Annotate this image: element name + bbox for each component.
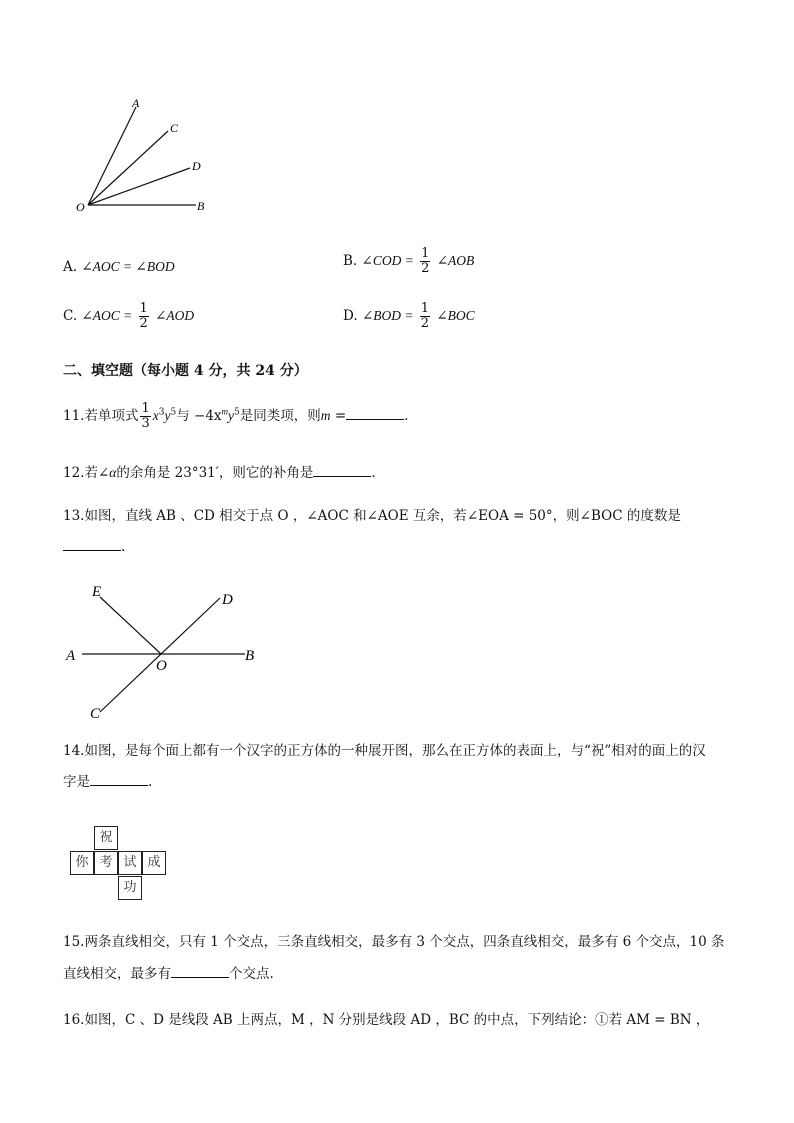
option-a[interactable] — [63, 258, 175, 276]
option-b[interactable] — [343, 247, 474, 276]
option-d-label: D. — [343, 308, 358, 324]
label-o: O — [76, 200, 85, 214]
label-o2: O — [156, 658, 167, 674]
answer-blank-14[interactable] — [90, 773, 148, 786]
question-13-line2: . — [63, 538, 125, 556]
option-a-label: A. — [63, 259, 78, 275]
option-b-label: B. — [343, 253, 358, 269]
label-b2: B — [245, 648, 255, 664]
question-14: 14.如图，是每个面上都有一个汉字的正方体的一种展开图，那么在正方体的表面上，与“祝”相对的面上的汉 — [63, 743, 706, 759]
q11-fraction: $\frac{1}{3}$ — [141, 401, 150, 431]
section-heading: 二、填空题（每小题 4 分，共 24 分） — [63, 363, 308, 379]
question-13: 13.如图，直线 AB 、CD 相交于点 O ，∠AOC 和∠AOE 互余，若∠EOA = 50°，则∠BOC 的度数是 — [63, 508, 681, 524]
label-c: C — [170, 121, 179, 135]
label-b: B — [197, 199, 205, 213]
answer-blank-13[interactable] — [63, 538, 121, 551]
option-c-fraction: $\frac{1}{2}$ — [139, 301, 148, 331]
option-c-label: C. — [63, 308, 78, 324]
line-cd — [100, 598, 220, 712]
question-15: 15.两条直线相交，只有 1 个交点，三条直线相交，最多有 3 个交点，四条直线相交，最多有 6 个交点，10 条 — [63, 934, 725, 950]
question-14-line2: 字是 . — [63, 774, 153, 790]
option-b-right: ∠AOB — [436, 253, 475, 268]
question-16: 16.如图，C 、D 是线段 AB 上两点，M ，N 分别是线段 AD ，BC 的中点，下列结论：①若 AM = BN ， — [63, 1012, 710, 1028]
question-12: 12.若∠α的余角是 23°31′，则它的补角是 . — [63, 465, 376, 481]
option-b-left: ∠COD = — [361, 253, 414, 268]
option-d-fraction: $\frac{1}{2}$ — [420, 301, 430, 331]
label-d: D — [192, 159, 201, 173]
label-a: A — [132, 96, 140, 110]
ray-oe — [100, 597, 161, 654]
cube-net — [70, 826, 170, 904]
intersecting-lines-figure — [60, 578, 270, 723]
net-cell-2: 考 — [94, 851, 118, 875]
option-c-left: ∠AOC = — [81, 308, 133, 323]
option-c[interactable] — [63, 302, 194, 331]
net-cell-top: 祝 — [94, 826, 118, 850]
net-cell-3: 试 — [118, 851, 142, 875]
option-d-right: ∠BOC — [436, 308, 475, 323]
question-11: 11.若单项式 $\frac{1}{3}$ $x^3y^5$与 $-4x^my^5$是同类项，则m = . — [63, 401, 409, 431]
label-d2: D — [222, 592, 233, 608]
ray-oc — [88, 131, 168, 205]
answer-blank-11[interactable] — [346, 407, 404, 420]
question-15-line2: 直线相交，最多有 个交点. — [63, 966, 274, 982]
option-d-left: ∠BOD = — [361, 308, 414, 323]
option-c-right: ∠AOD — [155, 308, 195, 323]
label-e: E — [92, 584, 102, 600]
label-a2: A — [66, 648, 76, 664]
label-c2: C — [90, 706, 101, 722]
angle-rays-figure — [70, 95, 220, 220]
net-cell-4: 成 — [142, 851, 166, 875]
option-d[interactable] — [343, 302, 475, 331]
net-cell-bottom: 功 — [118, 876, 142, 900]
option-b-fraction: $\frac{1}{2}$ — [421, 246, 430, 276]
option-a-text: ∠AOC = ∠BOD — [81, 259, 175, 274]
net-cell-1: 你 — [70, 851, 94, 875]
answer-blank-12[interactable] — [313, 464, 371, 477]
answer-blank-15[interactable] — [171, 965, 229, 978]
